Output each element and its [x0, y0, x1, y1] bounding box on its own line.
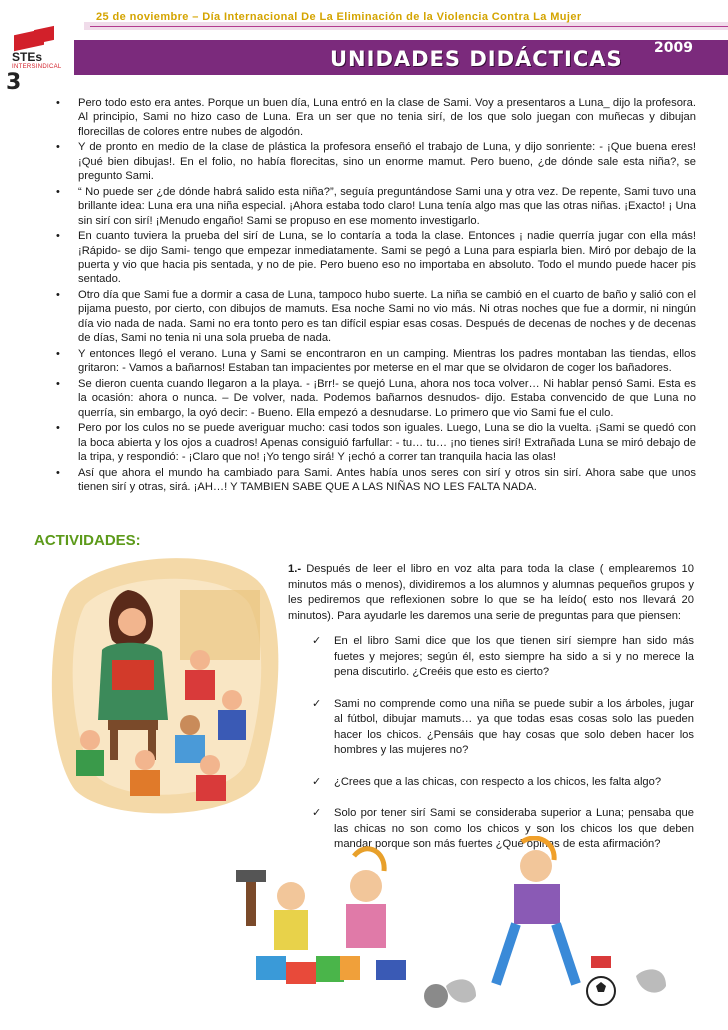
bullet-icon: •	[56, 185, 60, 198]
question-text: En el libro Sami dice que los que tienen sirí siempre han sido más fuetes y mejores; según él, esto siempre ha sido a si y no merece la pena discutirlo. ¿Creéis que esto es cierto?	[334, 635, 694, 678]
bullet-icon: •	[56, 289, 60, 302]
story-text: Pero todo esto era antes. Porque un buen día, Luna entró en la clase de Sami. Voy a presentaros a Luna_ dijo la profesora. Al principio, Sami no hizo caso de Luna. Era un ser que no tenia sirí, de los que solo juegan con muñecas y dibujan florecillas de colores entre nubes de algodón.	[78, 97, 696, 138]
bullet-icon: •	[56, 422, 60, 435]
question-text: Solo por tener sirí Sami se consideraba superior a Luna; pensaba que las chicas no son como los chicos y son los chicos los que deben mandar porque son más fuertes ¿Qué opinas de esta afirmación?	[334, 807, 694, 850]
check-icon: ✓	[312, 807, 322, 819]
bullet-icon: •	[56, 97, 60, 109]
logo-subtitle: INTERSINDICAL	[12, 64, 62, 70]
logo-name: STEs	[12, 50, 43, 64]
question-text: ¿Crees que a las chicas, con respecto a los chicos, les falta algo?	[334, 775, 662, 788]
banner-title: UNIDADES DIDÁCTICAS	[330, 47, 623, 71]
question-item	[312, 775, 694, 791]
story-item	[54, 96, 696, 139]
header-year: 2009	[654, 40, 693, 56]
story-text: Y de pronto en medio de la clase de plástica la profesora enseñó el trabajo de Luna, y dijo sonriente: - ¡Que buena eres! ¡Qué bien dibujas!. En el folio, no había florecitas, sino un enorme mamut. Pero bueno, ¿de dónde sale esta niña?, se pregunto Sami.	[78, 141, 696, 183]
story-item	[54, 140, 696, 183]
activities-title: ACTIVIDADES:	[34, 532, 141, 549]
children-playing-illustration	[236, 836, 684, 1018]
teacher-reading-illustration	[50, 550, 280, 822]
bullet-icon: •	[56, 377, 60, 390]
bullet-icon: •	[56, 466, 60, 479]
check-icon: ✓	[312, 775, 322, 788]
question-item	[312, 634, 694, 681]
story-text: Y entonces llegó el verano. Luna y Sami se encontraron en un camping. Mientras los padres montaban las tiendas, ellos gritaron: - Vamos a bañarnos! Estaban tan impacientes por meterse en el mar que se olvidaron de coger los bañadores.	[78, 347, 696, 375]
story-text: Se dieron cuenta cuando llegaron a la playa. - ¡Brr!- se quejó Luna, ahora nos toca volver… Ni hablar pensó Sami. Esta es la ocasión: ahora o nunca. – De volver, nada. Podemos bañarnos desnudos- dijo. Estaba convencido de que Luna no querría, sin embargo, la oyó decir: - Bueno. Ella empezó a desnudarse. Lo primero que vio Sami fue el culo.	[78, 377, 696, 419]
activity-intro-text: Después de leer el libro en voz alta para toda la clase ( emplearemos 10 minutos más o menos), dividiremos a los alumnos y alumnas pequeños grupos y les pediremos que reflexionen sobre lo que se ha leído( esto nos llevará 20 minutos). Para ayudarle les daremos una serie de preguntas para que piensen:	[288, 563, 694, 622]
story-text: Otro día que Sami fue a dormir a casa de Luna, tampoco hubo suerte. La niña se cambió en el cuarto de baño y salió con el pijama puesto, por cierto, con dibujos de mamuts. Esa noche Sami no vio más. Ni otras noches que fue a dormir, ni ningún día vio nada de nada. Sami no era tonto pero es tan difícil espiar esas cosas. Después de decenas de noches y de decenas de días, Sami no tenia ni una sola prueba de nada.	[78, 289, 696, 345]
story-item	[54, 229, 696, 287]
story-text: Así que ahora el mundo ha cambiado para Sami. Antes había unos seres con sirí y otros sin sirí. Ahora sabe que unos tienen sirí y otras, sirá. ¡AH…! Y TAMBIEN SABE QUE A LAS NIÑAS NO LES FALTA NADA.	[78, 466, 696, 494]
page-header	[0, 0, 728, 95]
check-icon: ✓	[312, 635, 322, 647]
story-text: Pero por los culos no se puede averiguar mucho: casi todos son iguales. Luego, Luna se dio la vuelta. ¡Sami se quedó con la boca abierta y los ojos a cuadros! Apenas consiguió farfullar: - tu… tu… ¡no tienes sirí! Extrañada Luna se miró debajo de la tripa, y respondió: - ¡Claro que no! ¡Yo tengo sirá! Y ¡echó a correr tan tranquila hacia las olas!	[78, 422, 696, 464]
bullet-icon: •	[56, 230, 60, 243]
bullet-icon: •	[56, 347, 60, 360]
story-text: En cuanto tuviera la prueba del sirí de Luna, se lo contaría a toda la clase. Entonces ¡ nadie querría jugar con ella más! ¡Rápido- se dijo Sami- tengo que empezar inmediatamente. Sami se pegó a Luna para espiarla bien. Miró por debajo de la puerta y vio que hacia pis sentada, y no de pie. Pero bueno eso no importaba en absoluto. Todo el mundo puede hacer pis sentado.	[78, 230, 696, 286]
story-text: “ No puede ser ¿de dónde habrá salido esta niña?”, seguía preguntándose Sami una y otra vez. De repente, Sami tuvo una brillante idea: Luna era una niña especial. ¡Ahora estaba todo claro! Luna tenía algo mas que las otras niñas. ¡Exacto! ¡ Una sin sirí con sirí! ¡Menudo engaño! Sami se propuso en ese momento investigarlo.	[78, 185, 696, 227]
story-item	[54, 347, 696, 376]
bullet-icon: •	[56, 141, 60, 154]
story-item	[54, 466, 696, 495]
story-item	[54, 421, 696, 464]
activity-intro	[288, 562, 694, 624]
logo-number: 3	[6, 70, 22, 95]
story-item	[54, 288, 696, 346]
story-item	[54, 185, 696, 228]
question-text: Sami no comprende como una niña se puede subir a los árboles, jugar al fútbol, dibujar mamuts… ya que todas esas cosas solo las pueden hacer los chicos. ¿Pensáis que hay cosas que solo deben hacer los hombres y las mujeres no?	[334, 697, 694, 756]
story-list	[54, 96, 696, 496]
story-item	[54, 377, 696, 420]
question-item	[312, 697, 694, 759]
header-divider	[90, 26, 728, 27]
flag-icon-secondary	[34, 26, 54, 44]
check-icon: ✓	[312, 697, 322, 710]
questions-list	[312, 634, 694, 869]
stes-logo	[4, 28, 84, 95]
activity-number: 1.-	[288, 563, 302, 575]
event-title: 25 de noviembre – Día Internacional De La Eliminación de la Violencia Contra La Mujer	[96, 11, 582, 23]
